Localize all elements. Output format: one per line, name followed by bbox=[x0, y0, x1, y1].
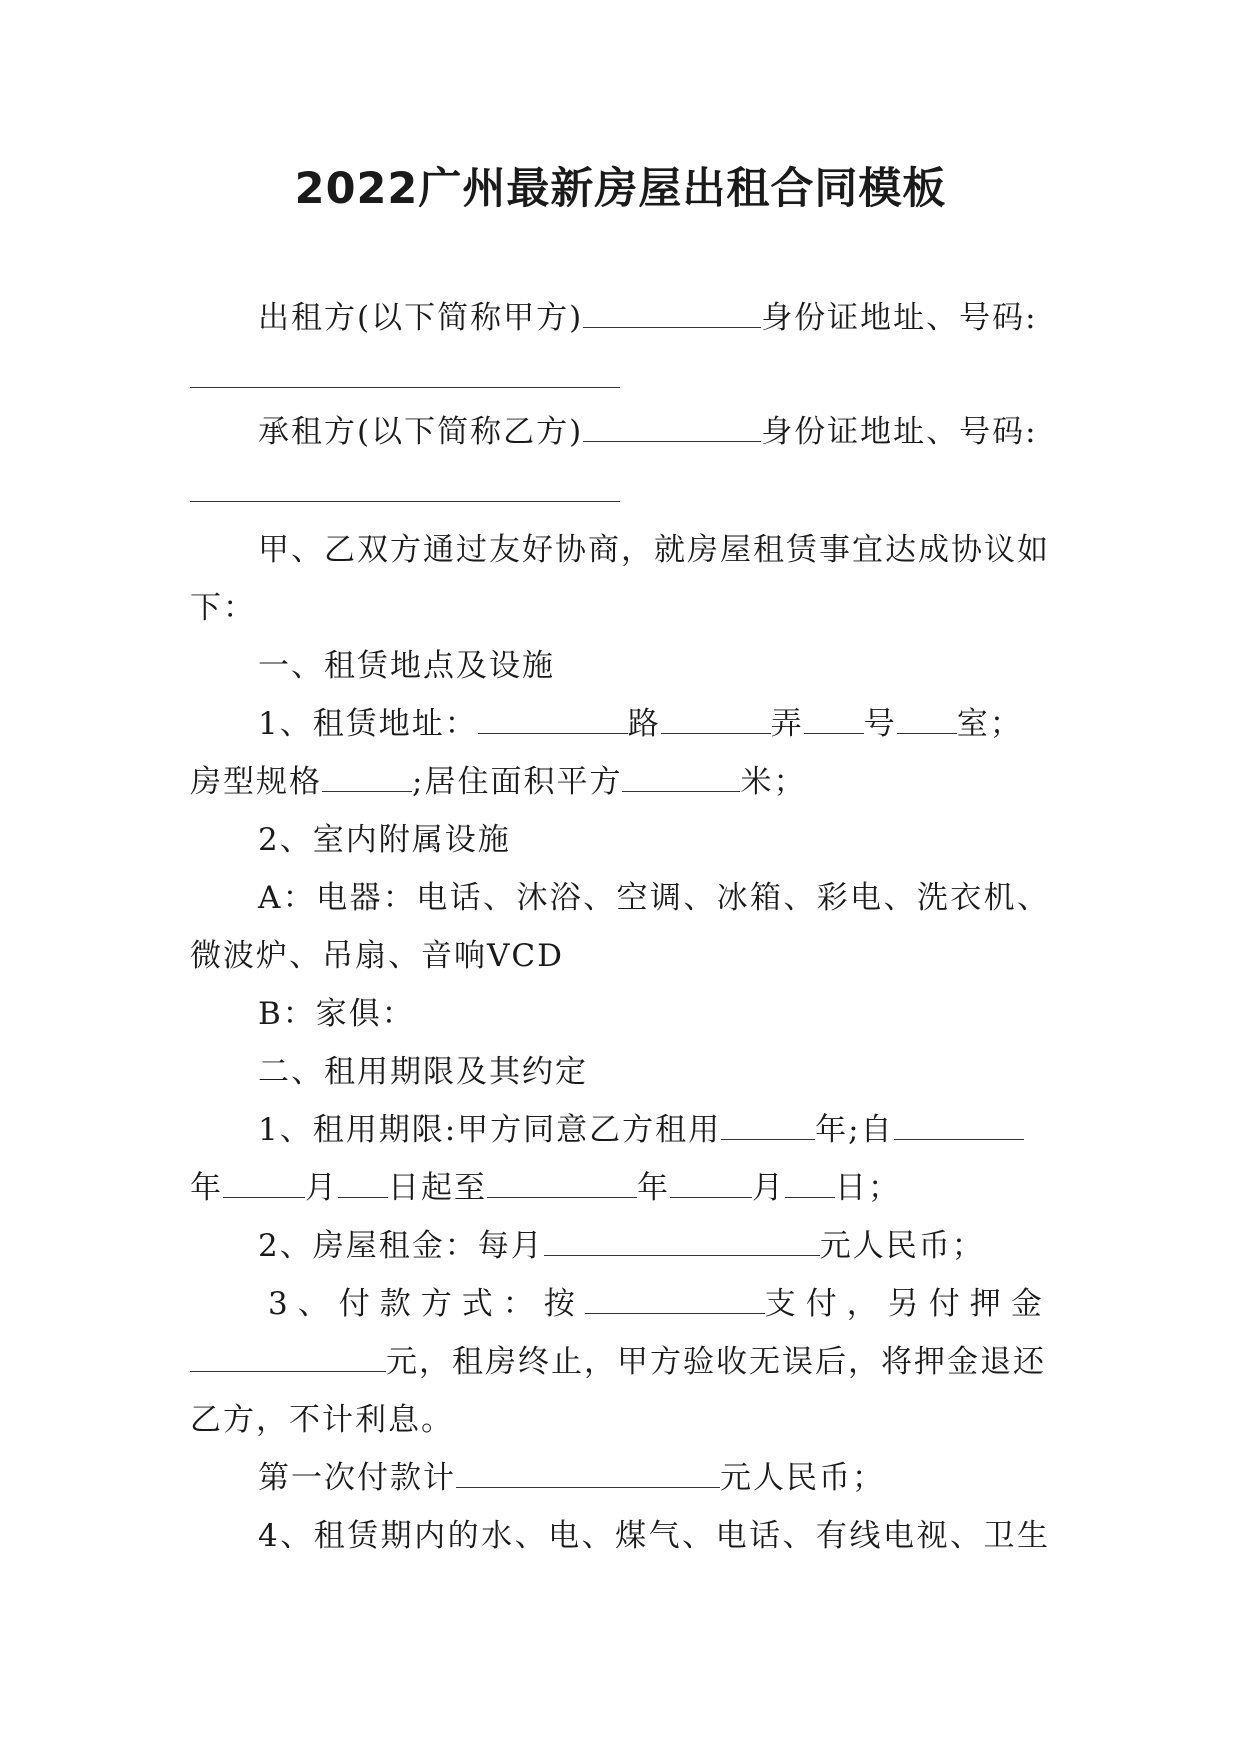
deposit-terms-cont: 乙方，不计利息。 bbox=[190, 1402, 454, 1438]
party-a-id-line bbox=[190, 358, 1050, 398]
section-2-heading: 二、租用期限及其约定 bbox=[258, 1054, 588, 1090]
room-type-blank bbox=[322, 763, 412, 792]
end-day-label: 日； bbox=[835, 1170, 901, 1206]
first-payment-unit: 元人民币； bbox=[720, 1460, 885, 1496]
area-label: ;居住面积平方 bbox=[412, 764, 623, 800]
end-month-blank bbox=[670, 1169, 752, 1198]
first-payment-label: 第一次付款计 bbox=[258, 1460, 456, 1496]
lease-years-blank bbox=[721, 1111, 815, 1140]
party-a-name-blank bbox=[583, 299, 761, 328]
furniture-line: B：家俱： bbox=[258, 996, 415, 1032]
agreement-intro: 甲、乙双方通过友好协商，就房屋租赁事宜达成协议如 bbox=[258, 532, 1050, 568]
end-month-label: 月 bbox=[752, 1170, 785, 1206]
section-1-heading: 一、租赁地点及设施 bbox=[258, 648, 555, 684]
payment-method-label: 3、付款方式：按 bbox=[268, 1286, 585, 1322]
party-b-id-blank bbox=[190, 473, 620, 502]
end-year-label: 年 bbox=[637, 1170, 670, 1206]
room-blank bbox=[897, 705, 957, 734]
first-payment-line bbox=[190, 1458, 1050, 1498]
party-b-name-blank bbox=[583, 413, 761, 442]
document-title: 2022广州最新房屋出租合同模板 bbox=[294, 164, 947, 214]
start-day-label: 日起至 bbox=[388, 1170, 487, 1206]
party-a-line bbox=[190, 298, 1050, 338]
road-blank bbox=[478, 705, 628, 734]
rental-address-line bbox=[190, 704, 1050, 744]
lease-term-line bbox=[190, 1110, 1050, 1150]
number-label: 号 bbox=[863, 706, 897, 742]
party-b-line bbox=[190, 412, 1050, 452]
payment-method-line bbox=[190, 1284, 1050, 1324]
number-blank bbox=[804, 705, 864, 734]
end-day-blank bbox=[785, 1169, 835, 1198]
road-label: 路 bbox=[627, 706, 661, 742]
party-b-id-line bbox=[190, 472, 1050, 512]
party-b-label: 承租方(以下简称乙方) bbox=[258, 414, 584, 450]
room-type-label: 房型规格 bbox=[190, 764, 322, 800]
rental-address-label: 1、租赁地址： bbox=[258, 706, 478, 742]
deposit-blank bbox=[190, 1343, 386, 1372]
deposit-line bbox=[190, 1342, 1050, 1382]
start-year-label: 年 bbox=[190, 1170, 223, 1206]
room-label: 室； bbox=[956, 706, 1023, 742]
start-day-blank bbox=[338, 1169, 388, 1198]
rent-unit: 元人民币； bbox=[819, 1228, 985, 1264]
lease-dates-line bbox=[190, 1168, 1050, 1208]
payment-method-blank bbox=[585, 1285, 765, 1314]
facilities-heading: 2、室内附属设施 bbox=[258, 822, 511, 858]
rent-label: 2、房屋租金：每月 bbox=[258, 1228, 544, 1264]
first-payment-blank bbox=[456, 1459, 720, 1488]
area-unit: 米； bbox=[740, 764, 807, 800]
party-b-id-label: 身份证地址、号码: bbox=[761, 414, 1038, 450]
lane-blank bbox=[661, 705, 771, 734]
start-month-blank bbox=[223, 1169, 305, 1198]
party-a-label: 出租方(以下简称甲方) bbox=[258, 300, 584, 336]
appliances-line-cont: 微波炉、吊扇、音响VCD bbox=[190, 938, 564, 974]
deposit-terms: 元，租房终止，甲方验收无误后，将押金退还 bbox=[386, 1344, 1046, 1380]
lease-from-label: 年;自 bbox=[815, 1112, 894, 1148]
rent-line bbox=[190, 1226, 1050, 1266]
lease-term-label: 1、租用期限:甲方同意乙方租用 bbox=[258, 1112, 722, 1148]
agreement-intro-cont: 下： bbox=[190, 590, 256, 626]
rent-blank bbox=[544, 1227, 820, 1256]
utilities-line: 4、租赁期内的水、电、煤气、电话、有线电视、卫生 bbox=[258, 1518, 1050, 1554]
party-a-id-label: 身份证地址、号码: bbox=[761, 300, 1038, 336]
room-spec-line bbox=[190, 762, 1050, 802]
deposit-label: 支付，另付押金 bbox=[764, 1286, 1052, 1322]
lane-label: 弄 bbox=[770, 706, 804, 742]
appliances-line: A：电器：电话、沐浴、空调、冰箱、彩电、洗衣机、 bbox=[258, 880, 1050, 916]
end-year-blank bbox=[487, 1169, 637, 1198]
start-month-label: 月 bbox=[305, 1170, 338, 1206]
party-a-id-blank bbox=[190, 359, 620, 388]
start-year-blank bbox=[894, 1111, 1024, 1140]
area-blank bbox=[622, 763, 740, 792]
